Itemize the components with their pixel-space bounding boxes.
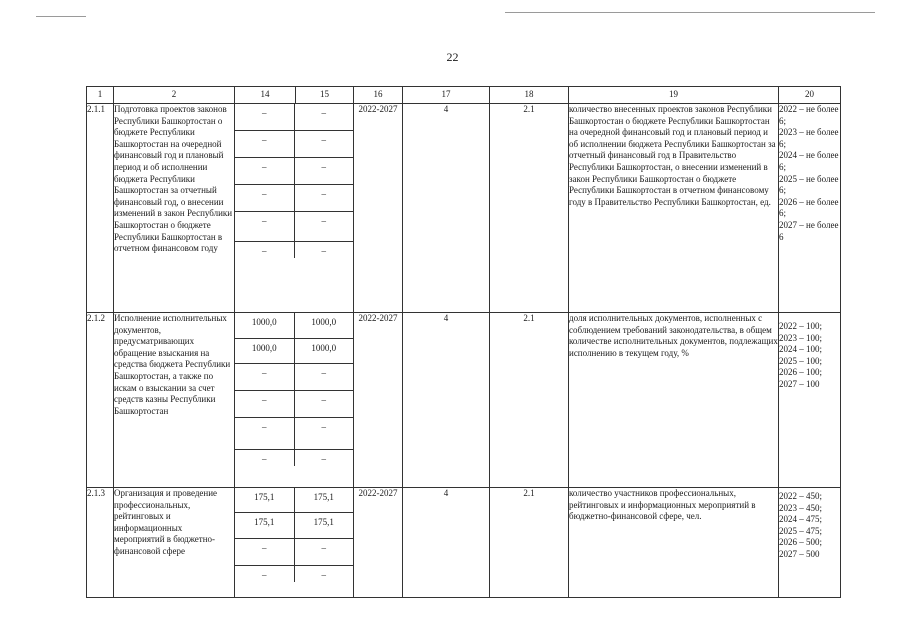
program-table [86, 86, 841, 598]
target-line: 2024 – 100; [779, 344, 823, 355]
col14-value: – [262, 570, 267, 580]
row-id: 2.1.1 [87, 104, 114, 313]
target-line: 2022 – 450; [779, 491, 823, 501]
target-values [779, 313, 841, 488]
col15-value: – [295, 158, 354, 185]
col14-value: – [235, 418, 294, 450]
col15-value: – [295, 104, 354, 131]
column-header: 1 [87, 87, 114, 104]
target-line: 2026 – 100; [779, 367, 823, 378]
period: 2022-2027 [354, 104, 403, 313]
col15-value: – [295, 364, 354, 391]
header-row [87, 87, 841, 104]
col15-value: – [321, 570, 326, 580]
activity-name: Организация и проведение профессиональных, рейтинговых и информационных мероприятий в бюджетно-финансовой сфере [114, 488, 235, 598]
col17-value: 4 [403, 488, 490, 598]
table-row [87, 104, 841, 313]
column-header: 14 [235, 87, 296, 104]
table-row [87, 488, 841, 598]
target-values [779, 488, 841, 598]
col15-value: – [321, 246, 326, 256]
col15-value: 1000,0 [295, 339, 354, 364]
target-line: 2024 – не более 6; [779, 150, 839, 172]
col14-value: – [235, 104, 294, 131]
target-line: 2026 – 500; [779, 537, 823, 548]
col15-value: – [295, 131, 354, 158]
target-line: 2027 – 500 [779, 548, 820, 559]
page-number: 22 [446, 50, 459, 64]
col15-value: – [295, 212, 354, 242]
target-line: 2023 – 450; [779, 502, 823, 513]
column-header: 17 [403, 87, 490, 104]
target-line: 2023 – 100; [779, 332, 823, 343]
col14-value: 1000,0 [235, 339, 294, 364]
scan-artifact-left [36, 16, 86, 17]
funding-cells [235, 488, 354, 598]
funding-cells [235, 313, 354, 488]
target-line: 2022 – 100; [779, 321, 823, 331]
col14-value: 175,1 [235, 488, 294, 513]
target-line: 2027 – 100 [779, 378, 820, 389]
target-line: 2024 – 475; [779, 514, 823, 525]
col15-value: – [321, 454, 326, 464]
row-id: 2.1.2 [87, 313, 114, 488]
col15-value: – [295, 418, 354, 450]
row-id: 2.1.3 [87, 488, 114, 598]
funding-cells [235, 104, 354, 313]
target-line: 2022 – не более 6; [779, 104, 839, 126]
period: 2022-2027 [354, 313, 403, 488]
target-line: 2025 – не более 6; [779, 173, 839, 196]
col14-value: – [262, 454, 267, 464]
col18-value: 2.1 [490, 104, 569, 313]
col14-value: – [235, 364, 294, 391]
col15-value: – [295, 185, 354, 212]
column-header: 15 [296, 87, 354, 104]
indicator-text: доля исполнительных документов, исполненных с соблюдением требований законодательства, в общем количестве исполнительных документов, подлежащих исполнению в текущем году, % [569, 313, 779, 488]
column-header: 20 [779, 87, 841, 104]
period: 2022-2027 [354, 488, 403, 598]
column-header: 19 [569, 87, 779, 104]
col17-value: 4 [403, 104, 490, 313]
col14-value: – [235, 131, 294, 158]
target-values [779, 104, 841, 313]
column-header: 16 [354, 87, 403, 104]
scan-artifact-right [505, 12, 875, 13]
col15-value: – [295, 391, 354, 418]
col14-value: 1000,0 [235, 313, 294, 339]
col15-value: 175,1 [295, 488, 354, 513]
column-header: 2 [114, 87, 235, 104]
col14-value: – [235, 185, 294, 212]
target-line: 2023 – не более 6; [779, 127, 839, 149]
indicator-text: количество участников профессиональных, рейтинговых и информационных мероприятий в бюджетно-финансовой сфере, чел. [569, 488, 779, 598]
col14-value: 175,1 [235, 513, 294, 539]
col14-value: – [235, 158, 294, 185]
indicator-text: количество внесенных проектов законов Республики Башкортостан о бюджете Республики Башкортостан на очередной финансовый год и плановый период и об исполнении бюджета Республики Башкортостан за отчетный финансовый год в Правительство Республики Башкортостан, о внесении изменений в закон Республики Башкортостан о бюджете Республики Башкортостан в отчетном финансовому году в Правительство Республики Башкортостан, ед. [569, 104, 779, 313]
col17-value: 4 [403, 313, 490, 488]
target-line: 2025 – 100; [779, 355, 823, 366]
col18-value: 2.1 [490, 313, 569, 488]
target-line: 2027 – не более 6 [779, 219, 839, 242]
col14-value: – [235, 539, 294, 566]
col15-value: 175,1 [295, 513, 354, 539]
col18-value: 2.1 [490, 488, 569, 598]
activity-name: Подготовка проектов законов Республики Башкортостан о бюджете Республики Башкортостан на очередной финансовый год и плановый период и об исполнении бюджета Республики Башкортостан за отчетный финансовый год, о внесении изменений в закон Республики Башкортостан о бюджете Республики Башкортостан в отчетном финансовом году [114, 104, 235, 313]
col15-value: 1000,0 [295, 313, 354, 339]
col14-value: – [235, 212, 294, 242]
col14-value: – [235, 391, 294, 418]
col14-value: – [262, 246, 267, 256]
activity-name: Исполнение исполнительных документов, предусматривающих обращение взыскания на средства бюджета Республики Башкортостан, а также по искам о взыскании за счет средств казны Республики Башкортостан [114, 313, 235, 488]
col15-value: – [295, 539, 354, 566]
target-line: 2025 – 475; [779, 525, 823, 536]
column-header: 18 [490, 87, 569, 104]
target-line: 2026 – не более 6; [779, 196, 839, 219]
table-row [87, 313, 841, 488]
